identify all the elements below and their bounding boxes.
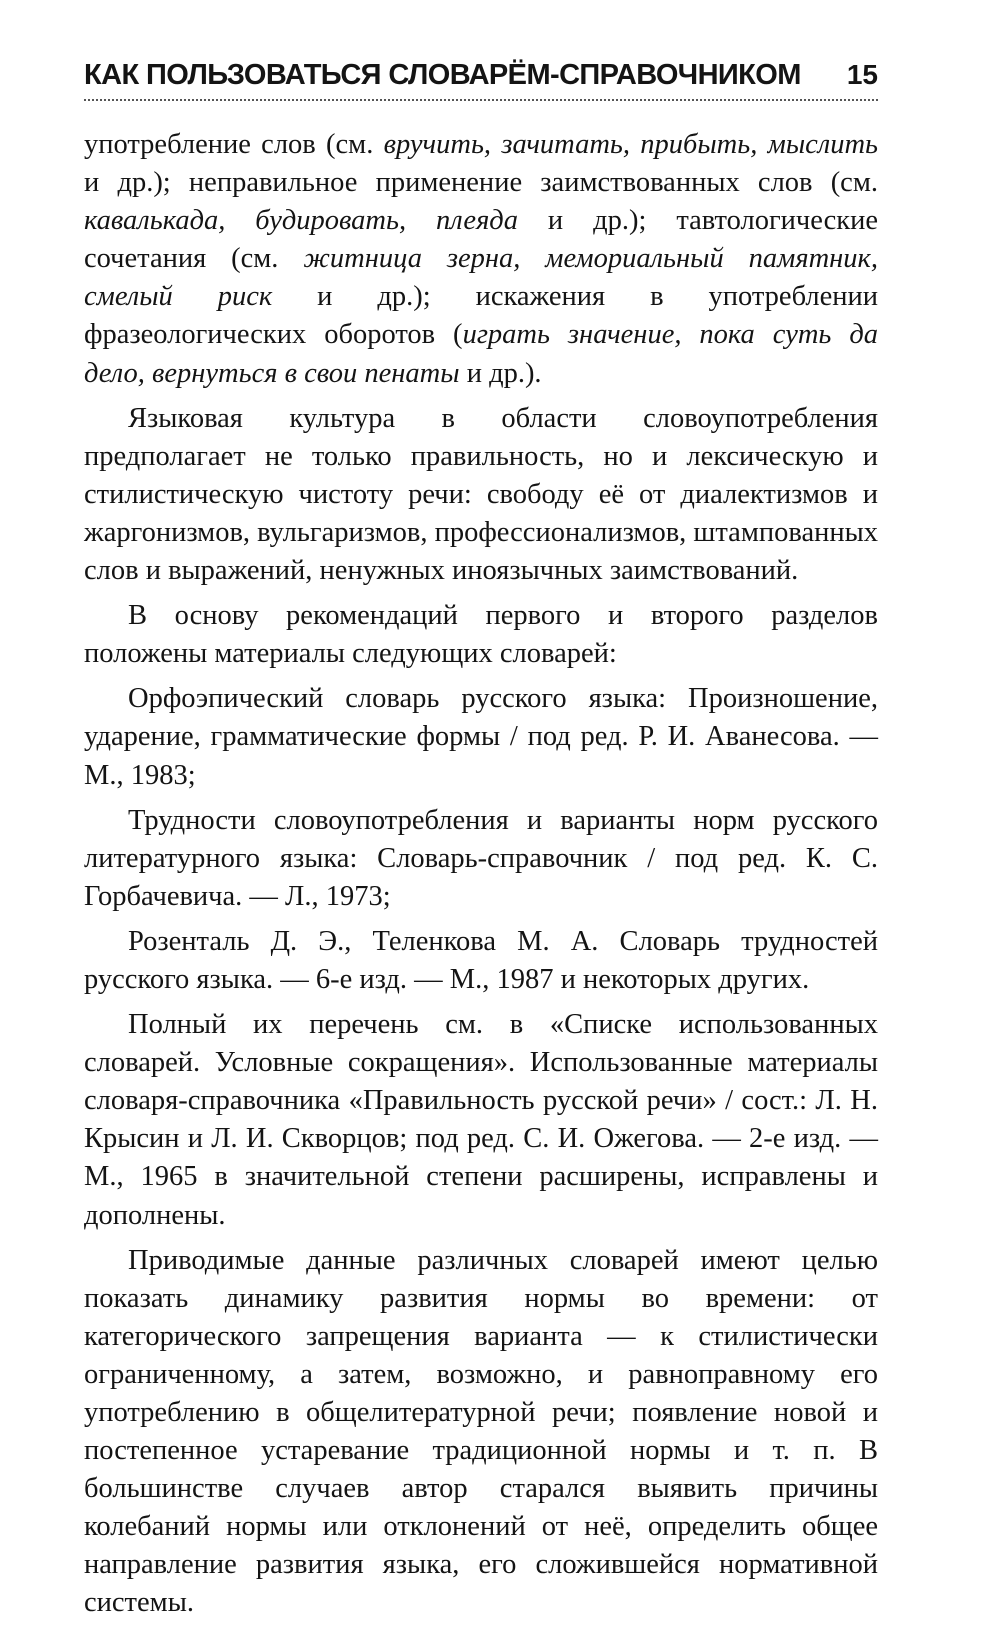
paragraph-continuation: [84, 126, 878, 393]
page-number: 15: [846, 59, 878, 90]
source-usage-difficulties: Трудности словоупотребления и варианты норм русского литературного языка: Словарь-справочник / под ред. К. С. Горбачевича. — Л., 1973;: [84, 804, 878, 912]
example-words: играть значение, пока суть да дело, вернуться в свои пенаты: [84, 319, 879, 389]
source-orthoepic-dictionary: Орфоэпический словарь русского языка: Произношение, ударение, грамматические формы / под ред. Р. И. Аванесова. — М., 1983;: [84, 683, 878, 791]
example-words: вручить, зачитать, прибыть, мыслить: [383, 129, 879, 160]
example-words: кавалькада, будировать, плеяда: [84, 205, 518, 237]
text-run: и др.); тавтологические сочетания (см.: [84, 205, 878, 275]
running-title: КАК ПОЛЬЗОВАТЬСЯ СЛОВАРЁМ-СПРАВОЧНИКОМ: [84, 59, 801, 91]
text-run: употребление слов (см.: [84, 129, 384, 160]
paragraph-full-list: Полный их перечень см. в «Списке использованных словарей. Условные сокращения». Использованные материалы словаря-справочника «Правильность русской речи» / сост.: Л. Н. Крысин и Л. И. Скворцов; под ред. С. И. Ожегова. — 2-е изд. — М., 1965 в значительной степени расширены, исправлены и дополнены.: [84, 1009, 878, 1231]
text-run: и др.); искажения в употреблении фразеологических оборотов (: [84, 281, 878, 351]
example-words: житница зерна, мемориальный памятник, смелый риск: [84, 243, 878, 313]
text-run: и др.); неправильное применение заимствованных слов (см.: [84, 167, 878, 199]
paragraph-sources-intro: В основу рекомендаций первого и второго разделов положены материалы следующих словарей:: [84, 600, 878, 670]
text-run: и др.).: [459, 357, 542, 389]
paragraph-language-culture: Языковая культура в области словоупотребления предполагает не только правильность, но и лексическую и стилистическую чистоту речи: свободу её от диалектизмов и жаргонизмов, вульгаризмов, профессионализмов, штампованных слов и выражений, ненужных иноязычных заимствований.: [84, 402, 878, 587]
paragraph-norm-dynamics: Приводимые данные различных словарей имеют целью показать динамику развития нормы во времени: от категорического запрещения варианта — к стилистически ограниченному, а затем, возможно, и равноправному его употреблению в общелитературной речи; появление новой и постепенное устаревание традиционной нормы и т. п. В большинстве случаев автор старался выявить причины колебаний нормы или отклонений от неё, определить общее направление развития языка, его сложившейся нормативной системы.: [84, 1244, 878, 1619]
body-text: [84, 126, 878, 1630]
header-divider: [84, 99, 878, 101]
source-rosenthal-dictionary: Розенталь Д. Э., Теленкова М. А. Словарь трудностей русского языка. — 6-е изд. — М., 1987 и некоторых других.: [84, 925, 878, 995]
page-header: [84, 58, 878, 92]
